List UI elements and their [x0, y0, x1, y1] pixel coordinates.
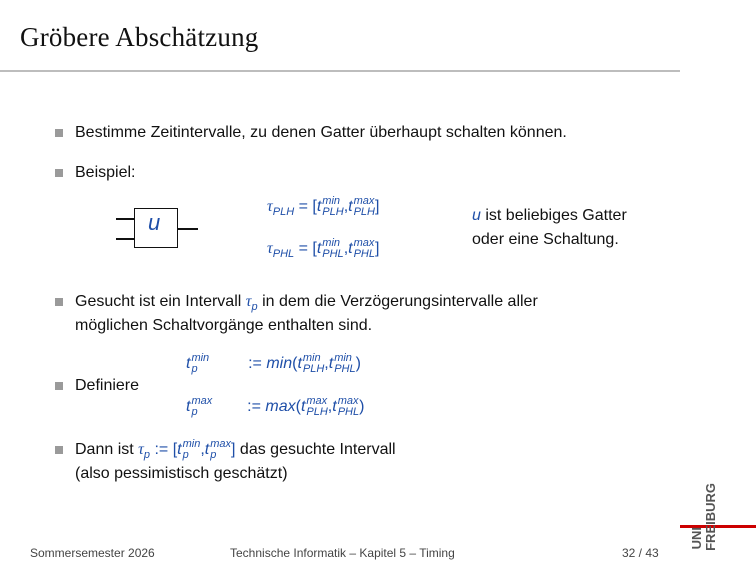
footer-course: Technische Informatik – Kapitel 5 – Timing	[230, 546, 455, 560]
formula-tau-phl: $\tau_{PHL} = [t$ min PHL ,t max PHL ]	[267, 236, 380, 260]
bullet-text-searched-interval-line2: möglichen Schaltvorgänge enthalten sind.	[75, 317, 373, 334]
description-variable: u	[472, 207, 481, 224]
bullet-text-define: Definiere	[75, 377, 140, 394]
definition-tp-max: t max p := max(t max PLH ,t max PHL )	[186, 394, 365, 418]
bullet-text-intervals: Bestimme Zeitintervalle, zu denen Gatter überhaupt schalten können.	[75, 124, 567, 141]
bullet-marker	[55, 382, 63, 390]
gate-output-line	[178, 228, 198, 230]
bullet-marker	[55, 129, 63, 137]
description-text: ist beliebiges Gatter	[485, 207, 627, 224]
bullet-marker	[55, 446, 63, 454]
slide-title: Gröbere Abschätzung	[20, 22, 259, 52]
definition-tp-min: t min p := min(t min PLH ,t min PHL )	[186, 351, 361, 375]
bullet-text-then: Dann ist $\tau_p$ := [t min p ,t max p ] das gesuchte Intervall	[75, 437, 396, 461]
formula-tau-plh: $\tau_{PLH} = [t$ min PLH ,t max PLH ]	[267, 194, 380, 218]
example-description-line2: oder eine Schaltung.	[472, 231, 619, 248]
bullet-text-then-line2: (also pessimistisch geschätzt)	[75, 465, 288, 482]
bullet-text-example: Beispiel:	[75, 164, 136, 181]
bullet-marker	[55, 298, 63, 306]
logo-uni: UNI	[689, 527, 704, 550]
gate-input-line	[116, 238, 134, 240]
bullet-marker	[55, 169, 63, 177]
gate-input-line	[116, 218, 134, 220]
footer-page-number: 32 / 43	[622, 546, 659, 560]
title-divider	[0, 70, 680, 72]
logo-freiburg: FREIBURG	[703, 483, 718, 551]
bullet-text-searched-interval: Gesucht ist ein Intervall $\tau_p$ in dem die Verzögerungsintervalle aller	[75, 293, 538, 313]
example-description-line1	[472, 204, 627, 228]
gate-label: u	[148, 210, 161, 235]
footer-semester: Sommersemester 2026	[30, 546, 155, 560]
